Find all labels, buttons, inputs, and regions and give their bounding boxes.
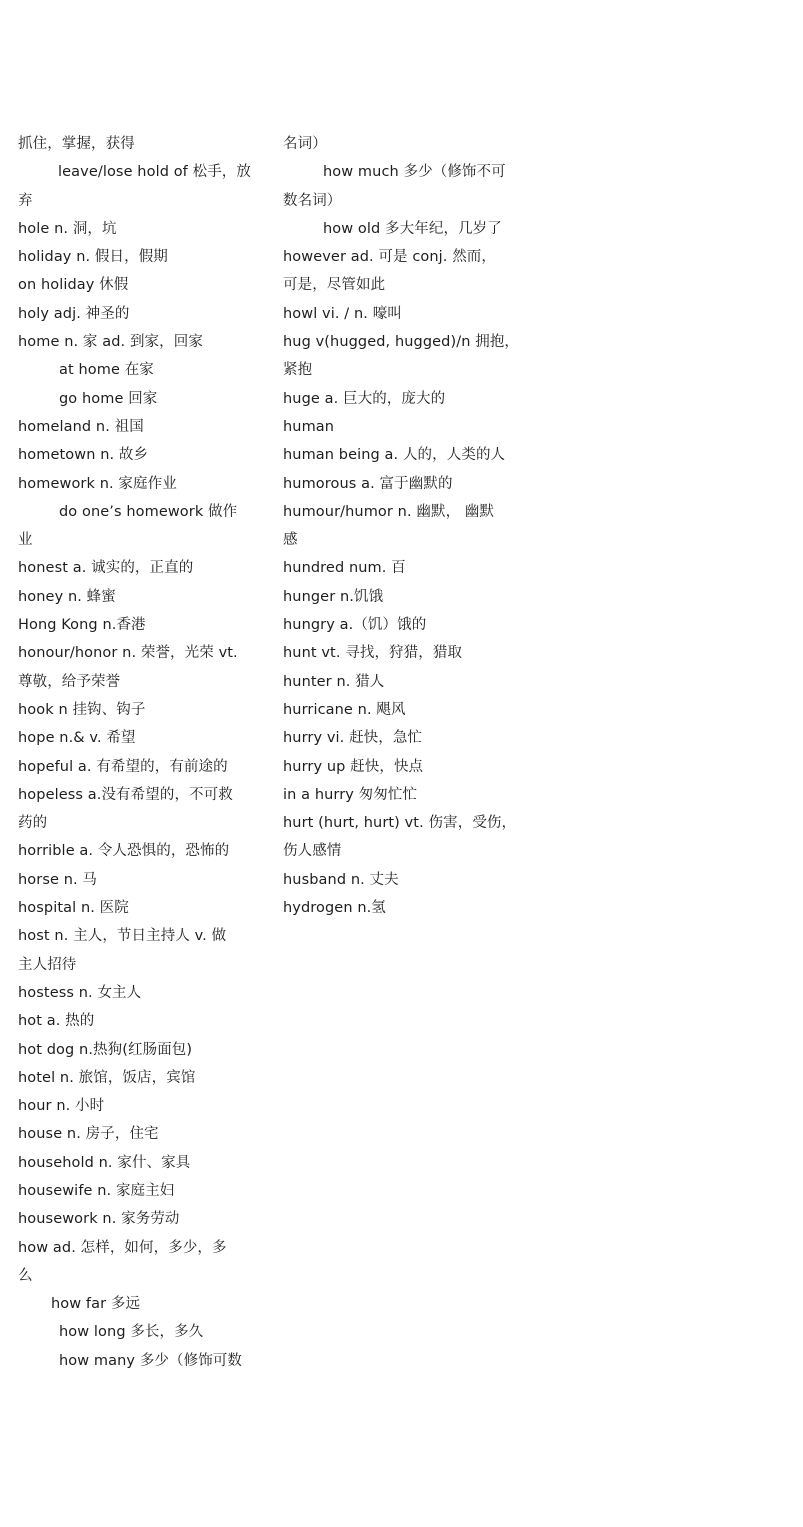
vocab-line: in a hurry 匆匆忙忙	[283, 786, 418, 803]
vocab-line: homework n. 家庭作业	[18, 475, 177, 492]
vocab-line: hunger n.饥饿	[283, 588, 384, 605]
vocab-line: horse n. 马	[18, 871, 98, 888]
vocab-line: human being a. 人的，人类的人	[283, 447, 506, 464]
vocab-line: hug v(hugged, hugged)/n 拥抱，	[283, 334, 520, 351]
vocab-line: howl vi. / n. 嚎叫	[283, 305, 402, 322]
vocab-line: 弃	[18, 192, 33, 209]
vocab-line: hurt (hurt, hurt) vt. 伤害，受伤，	[283, 815, 517, 832]
left-column	[18, 130, 250, 1375]
vocab-line: holy adj. 神圣的	[18, 305, 130, 322]
vocab-line: on holiday 休假	[18, 277, 129, 294]
vocab-line: 数名词）	[283, 192, 342, 209]
vocab-line: hometown n. 故乡	[18, 447, 149, 464]
vocab-line: hope n.& v. 希望	[18, 730, 136, 747]
vocab-line: hurry vi. 赶快，急忙	[283, 730, 423, 747]
vocab-line: hour n. 小时	[18, 1098, 105, 1115]
vocab-line: homeland n. 祖国	[18, 418, 144, 435]
vocab-line: household n. 家什、家具	[18, 1154, 191, 1171]
vocab-line: honest a. 诚实的，正直的	[18, 560, 194, 577]
vocab-line: hungry a.（饥）饿的	[283, 617, 427, 634]
vocab-line: 抓住，掌握，获得	[18, 136, 135, 152]
vocab-line: humour/humor n. 幽默， 幽默	[283, 503, 495, 520]
vocab-line: 尊敬，给予荣誉	[18, 673, 121, 690]
vocab-line: Hong Kong n.香港	[18, 617, 146, 634]
vocab-line: hurry up 赶快，快点	[283, 758, 424, 775]
vocab-line: 伤人感情	[283, 843, 342, 860]
vocab-line: 业	[18, 532, 33, 549]
vocab-line: home n. 家 ad. 到家，回家	[18, 334, 203, 351]
vocab-line: hole n. 洞，坑	[18, 220, 117, 237]
vocab-line: hook n 挂钩、钩子	[18, 701, 146, 718]
vocab-line: how old 多大年纪，几岁了	[323, 220, 502, 237]
vocab-line: do one’s homework 做作	[59, 503, 238, 520]
vocab-line: hurricane n. 飓风	[283, 701, 406, 718]
vocab-line: hotel n. 旅馆，饭店，宾馆	[18, 1069, 196, 1086]
vocab-line: hunt vt. 寻找，狩猎，猎取	[283, 645, 463, 662]
vocab-line: hunter n. 猎人	[283, 673, 385, 690]
vocab-line: honey n. 蜂蜜	[18, 588, 116, 605]
vocab-line: house n. 房子，住宅	[18, 1126, 159, 1143]
vocab-line: hundred num. 百	[283, 560, 406, 577]
vocab-line: how long 多长，多久	[59, 1324, 204, 1341]
vocab-line: human	[283, 418, 335, 435]
vocab-line: holiday n. 假日，假期	[18, 249, 168, 266]
vocab-line: 名词）	[283, 136, 327, 152]
vocab-line: leave/lose hold of 松手，放	[58, 164, 251, 181]
vocab-line: go home 回家	[59, 390, 158, 407]
vocab-line: humorous a. 富于幽默的	[283, 475, 453, 492]
vocab-line: hot a. 热的	[18, 1013, 95, 1030]
vocab-line: housework n. 家务劳动	[18, 1211, 180, 1228]
vocab-line: 药的	[18, 815, 48, 832]
vocab-line: 主人招待	[18, 956, 77, 973]
vocab-line: hospital n. 医院	[18, 900, 129, 917]
vocab-line: 可是，尽管如此	[283, 277, 386, 294]
vocab-line: host n. 主人，节日主持人 v. 做	[18, 928, 227, 945]
vocab-line: horrible a. 令人恐惧的，恐怖的	[18, 843, 230, 860]
vocab-line: husband n. 丈夫	[283, 871, 399, 888]
vocab-line: 感	[283, 532, 298, 549]
vocab-line: honour/honor n. 荣誉，光荣 vt.	[18, 645, 238, 662]
vocab-line: 紧抱	[283, 362, 313, 379]
vocab-line: how far 多远	[51, 1296, 141, 1313]
vocab-line: hydrogen n.氢	[283, 900, 386, 917]
vocab-line: hopeful a. 有希望的，有前途的	[18, 758, 228, 775]
vocab-line: however ad. 可是 conj. 然而，	[283, 249, 497, 266]
vocab-line: at home 在家	[59, 362, 154, 379]
vocab-line: how many 多少（修饰可数	[59, 1352, 243, 1369]
vocab-line: 么	[18, 1267, 33, 1284]
vocab-line: how much 多少（修饰不可	[323, 164, 506, 181]
vocab-line: hostess n. 女主人	[18, 984, 142, 1001]
vocab-line: hot dog n.热狗(红肠面包)	[18, 1041, 193, 1058]
vocab-line: housewife n. 家庭主妇	[18, 1182, 175, 1199]
vocab-line: how ad. 怎样，如何，多少，多	[18, 1239, 227, 1256]
vocab-line: huge a. 巨大的，庞大的	[283, 390, 446, 407]
right-column	[283, 130, 520, 922]
vocab-line: hopeless a.没有希望的，不可救	[18, 786, 233, 803]
